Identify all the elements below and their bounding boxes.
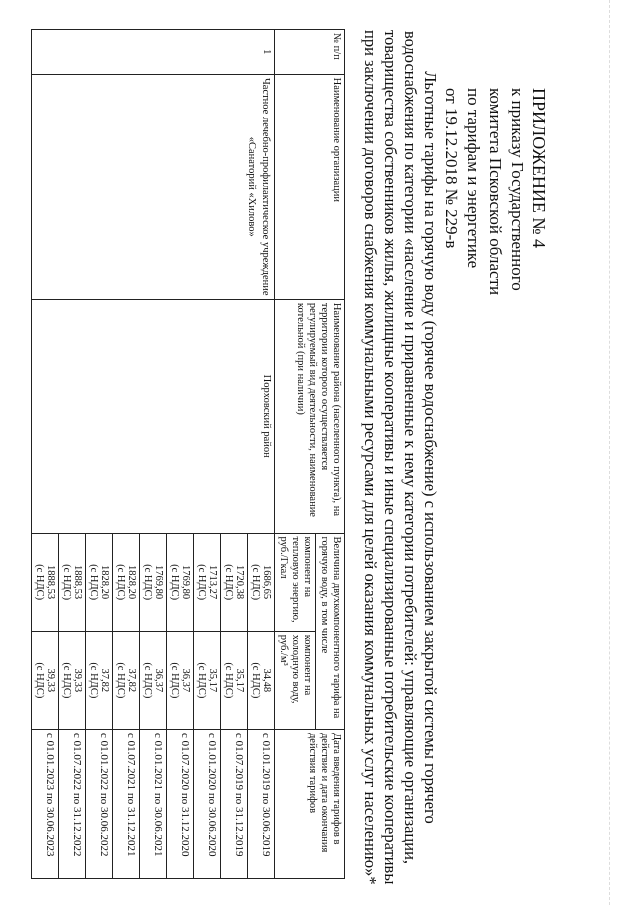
header-district: Наименование района (населенного пункта), на территории которого осуществляется регулируемый вид деятельности, наименование котельной (при наличии) <box>275 299 345 533</box>
period-value: с 01.01.2023 по 30.06.2023 <box>32 729 59 878</box>
heading-line: водоснабжения по категории «население и приравненные к нему категории потребителей: управляющие организации, <box>401 30 420 865</box>
heat-value: 1828,20 (с НДС) <box>86 533 113 631</box>
header-period: Дата введения тарифов в действие и дата окончания действия тарифов <box>275 729 345 878</box>
heading-line: Льготные тарифы на горячую воду (горячее водоснабжение) с использованием закрытой системы горячего <box>421 71 440 824</box>
org-name: Частное лечебно-профилактическое учреждение «Санаторий «Хилово» <box>32 74 275 299</box>
scan-margin <box>609 0 640 905</box>
appendix-title: ПРИЛОЖЕНИЕ № 4 <box>529 88 549 249</box>
header-org: Наименование организации <box>275 74 345 299</box>
table-header-row <box>316 30 345 879</box>
header-cold: компонент на холодную воду, руб./м³ <box>275 631 316 729</box>
appendix-line: комитета Псковской области <box>486 88 505 296</box>
cold-value: 36,37 (с НДС) <box>140 631 167 729</box>
header-heat: компонент на тепловую энергию, руб./Гкал <box>275 533 316 631</box>
heat-value: 1888,53 (с НДС) <box>59 533 86 631</box>
row-num: 1 <box>32 30 275 75</box>
cold-value: 37,82 (с НДС) <box>113 631 140 729</box>
heat-value: 1720,38 (с НДС) <box>221 533 248 631</box>
heat-value: 1769,80 (с НДС) <box>140 533 167 631</box>
appendix-line: по тарифам и энергетике <box>464 88 483 269</box>
period-value: с 01.07.2019 по 31.12.2019 <box>221 729 248 878</box>
heat-value: 1888,53 (с НДС) <box>32 533 59 631</box>
cold-value: 39,33 (с НДС) <box>32 631 59 729</box>
heat-value: 1828,20 (с НДС) <box>113 533 140 631</box>
cold-value: 36,37 (с НДС) <box>167 631 194 729</box>
cold-value: 39,33 (с НДС) <box>59 631 86 729</box>
period-value: с 01.01.2020 по 30.06.2020 <box>194 729 221 878</box>
tariff-table <box>31 29 345 879</box>
document-heading <box>360 30 440 885</box>
period-value: с 01.01.2021 по 30.06.2021 <box>140 729 167 878</box>
table-row <box>248 30 275 879</box>
period-value: с 01.07.2020 по 31.12.2020 <box>167 729 194 878</box>
appendix-line: к приказу Государственного <box>508 88 527 291</box>
heading-line: товарищества собственников жилья, жилищные кооперативы и иные специализированные потребительские кооперативы <box>381 30 400 885</box>
cold-value: 35,17 (с НДС) <box>194 631 221 729</box>
period-value: с 01.01.2019 по 30.06.2019 <box>248 729 275 878</box>
heat-value: 1713,27 (с НДС) <box>194 533 221 631</box>
appendix-block <box>440 88 550 295</box>
district-name: Порховский район <box>32 299 275 533</box>
header-num: № п/п <box>275 30 345 75</box>
period-value: с 01.07.2022 по 31.12.2022 <box>59 729 86 878</box>
period-value: с 01.01.2022 по 30.06.2022 <box>86 729 113 878</box>
cold-value: 34,48 (с НДС) <box>248 631 275 729</box>
heat-value: 1686,65 (с НДС) <box>248 533 275 631</box>
cold-value: 37,82 (с НДС) <box>86 631 113 729</box>
cold-value: 35,17 (с НДС) <box>221 631 248 729</box>
period-value: с 01.07.2021 по 31.12.2021 <box>113 729 140 878</box>
heading-line: при заключении договоров снабжения коммунальными ресурсами для целей оказания коммунальных услуг населению»* <box>361 30 380 885</box>
appendix-line: от 19.12.2018 № 229-в <box>442 88 461 249</box>
heat-value: 1769,80 (с НДС) <box>167 533 194 631</box>
header-tariff-group: Величина двухкомпонентного тарифа на горячую воду, в том числе <box>316 533 345 729</box>
